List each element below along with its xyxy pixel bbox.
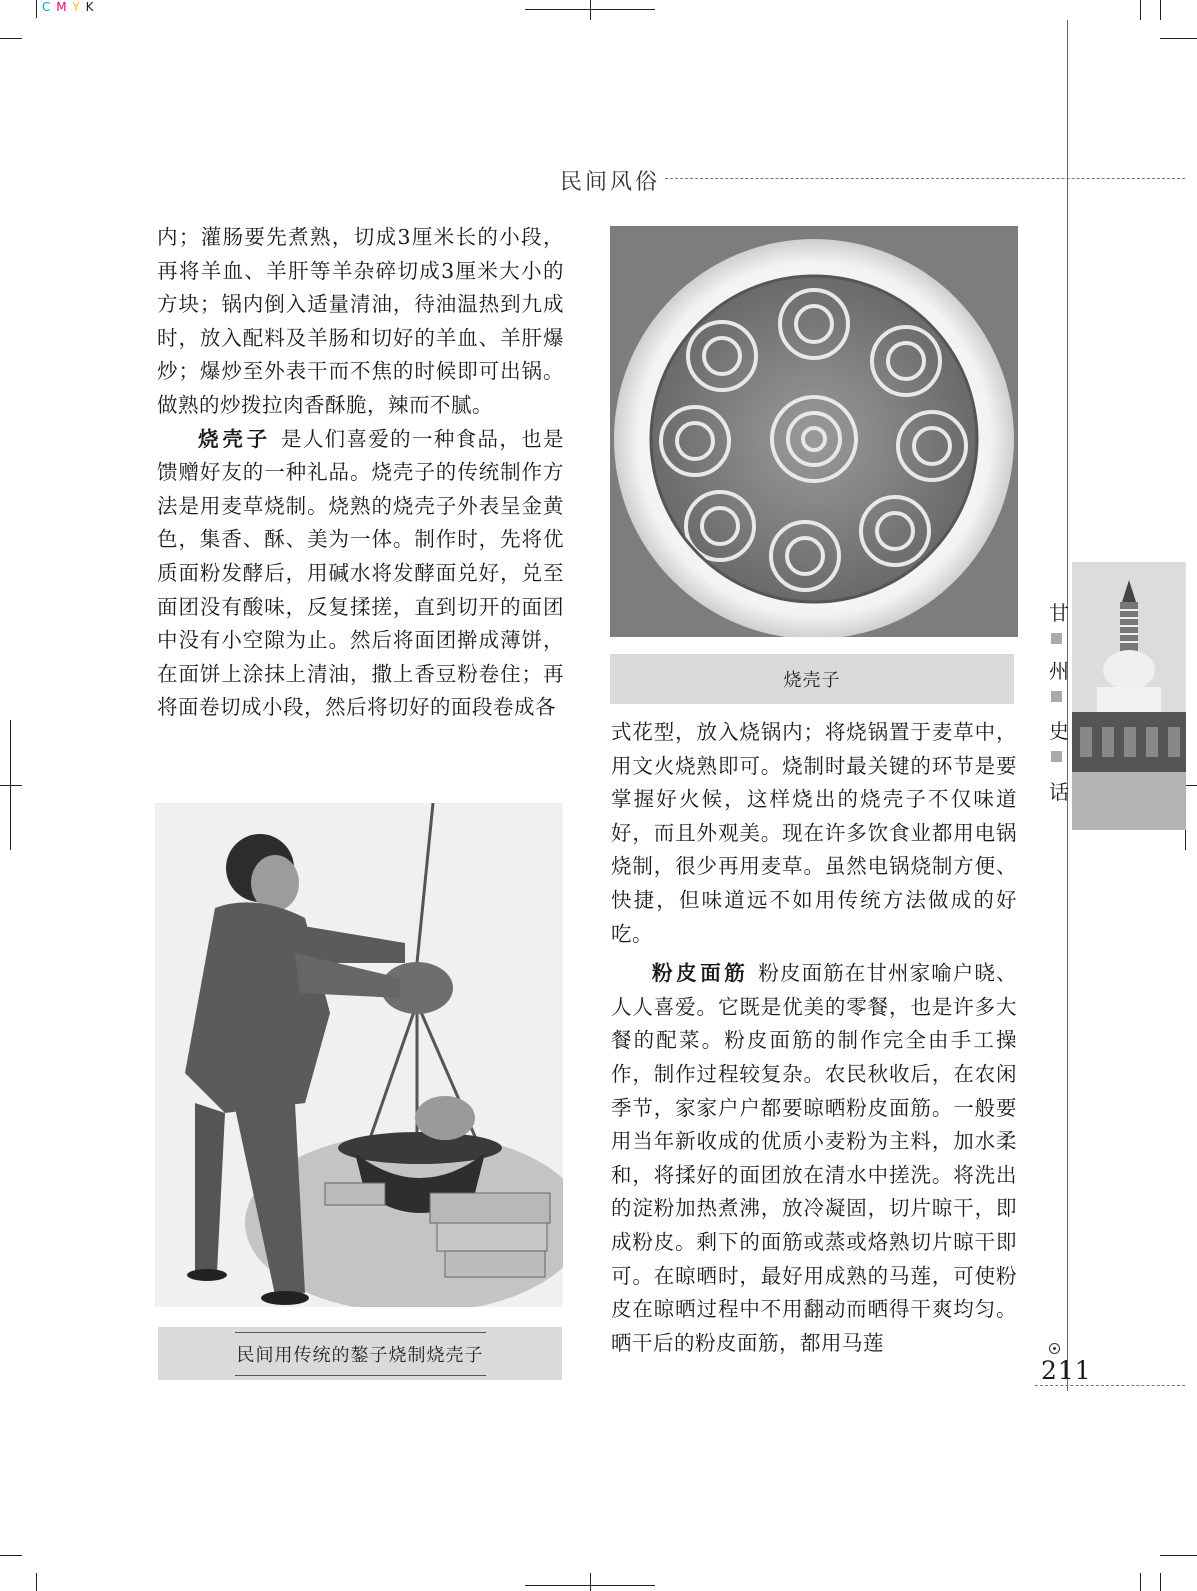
page-number-ornament bbox=[1049, 1343, 1060, 1354]
cmyk-m: M bbox=[56, 0, 68, 14]
left-column bbox=[157, 221, 564, 725]
sidebar-square bbox=[1051, 633, 1062, 644]
sidebar-char-2: 州 bbox=[1049, 659, 1069, 683]
term-fenpi-mianjin: 粉皮面筋 bbox=[652, 961, 749, 986]
bread-illustration bbox=[610, 226, 1018, 637]
margin-rule bbox=[1067, 20, 1068, 1391]
sidebar-char-3: 史 bbox=[1049, 719, 1069, 743]
pagoda-thumbnail bbox=[1072, 562, 1186, 830]
left-paragraph-2 bbox=[157, 423, 564, 725]
section-title: 民间风俗 bbox=[560, 170, 661, 195]
cmyk-registration bbox=[42, 0, 94, 14]
pagoda-icon bbox=[1072, 562, 1186, 830]
photo-traditional-cooking bbox=[155, 803, 563, 1307]
header-divider bbox=[665, 178, 1185, 179]
caption-top-text: 烧壳子 bbox=[783, 670, 841, 691]
photo-shaokezi bbox=[610, 226, 1018, 637]
footer-divider bbox=[1035, 1385, 1185, 1386]
cmyk-c: C bbox=[42, 0, 52, 14]
sidebar-char-1: 甘 bbox=[1049, 601, 1069, 625]
left-paragraph-2-text: 是人们喜爱的一种食品，也是馈赠好友的一种礼品。烧壳子的传统制作方法是用麦草烧制。烧熟的烧壳子外表呈金黄色，集香、酥、美为一体。制作时，先将优质面粉发酵后，用碱水将发酵面兑好，兑至面团没有酸味，反复揉搓，直到切开的面团中没有小空隙为止。然后将面团擀成薄饼，在面饼上涂抹上清油，撒上香豆粉卷住；再将面卷切成小段，然后将切好的面段卷成各 bbox=[157, 426, 564, 720]
cmyk-y: Y bbox=[72, 0, 81, 14]
right-paragraph-2-text: 粉皮面筋在甘州家喻户晓、人人喜爱。它既是优美的零餐，也是许多大餐的配菜。粉皮面筋的制作完全由手工操作，制作过程较复杂。农民秋收后，在农闲季节，家家户户都要晾晒粉皮面筋。一般要用当年新收成的优质小麦粉为主料，加水柔和，将揉好的面团放在清水中搓洗。将洗出的淀粉加热煮沸，放冷凝固，切片晾干，即成粉皮。剩下的面筋或蒸或烙熟切片晾干即可。在晾晒时，最好用成熟的马莲，可使粉皮在晾晒过程中不用翻动而晒得干爽均匀。晒干后的粉皮面筋，都用马莲 bbox=[611, 961, 1018, 1355]
sidebar-square bbox=[1051, 751, 1062, 762]
sidebar-char-4: 话 bbox=[1049, 780, 1069, 804]
right-paragraph-1: 式花型，放入烧锅内；将烧锅置于麦草中，用文火烧熟即可。烧制时最关键的环节是要掌握好火候，这样烧出的烧壳子不仅味道好，而且外观美。现在许多饮食业都用电锅烧制，很少再用麦草。虽然电锅烧制方便、快捷，但味道远不如用传统方法做成的好吃。 bbox=[611, 720, 1017, 946]
cooking-illustration bbox=[155, 803, 563, 1307]
left-paragraph-1: 内；灌肠要先煮熟，切成3厘米长的小段，再将羊血、羊肝等羊杂碎切成3厘米大小的方块；锅内倒入适量清油，待油温热到九成时，放入配料及羊肠和切好的羊血、羊肝爆炒；爆炒至外表干而不焦的时候即可出锅。做熟的炒拨拉肉香酥脆，辣而不腻。 bbox=[157, 225, 564, 417]
caption-bottom-text: 民间用传统的鏊子烧制烧壳子 bbox=[235, 1332, 486, 1376]
cmyk-k: K bbox=[85, 0, 95, 14]
term-shaokezi: 烧壳子 bbox=[198, 426, 271, 451]
right-paragraph-2 bbox=[611, 957, 1017, 1360]
page-number: 211 bbox=[1041, 1356, 1092, 1385]
right-column bbox=[611, 716, 1017, 1360]
sidebar-square bbox=[1051, 691, 1062, 702]
caption-bottom bbox=[158, 1327, 562, 1380]
caption-top bbox=[610, 654, 1014, 704]
